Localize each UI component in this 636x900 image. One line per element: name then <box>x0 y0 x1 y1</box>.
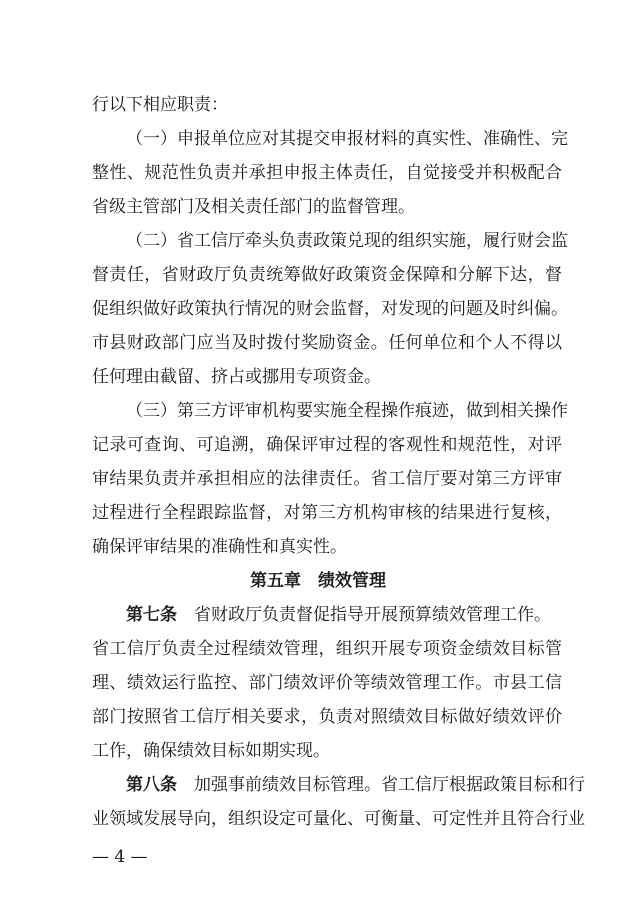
article-7-label: 第七条 <box>126 605 177 625</box>
paragraph-1-line-3: 省级主管部门及相关责任部门的监督管理。 <box>92 197 415 217</box>
chapter-5-heading: 第五章 绩效管理 <box>250 571 386 591</box>
paragraph-2-line-4: 市县财政部门应当及时拨付奖励资金。任何单位和个人不得以 <box>92 333 562 353</box>
article-7-line-1 <box>126 604 562 626</box>
article-7-line-1-text: 省财政厅负责督促指导开展预算绩效管理工作。 <box>177 605 551 625</box>
paragraph-1-line-2: 整性、规范性负责并承担申报主体责任，自觉接受并积极配合 <box>92 163 562 183</box>
paragraph-3-line-2: 记录可查询、可追溯，确保评审过程的客观性和规范性，对评 <box>92 435 562 455</box>
paragraph-2-line-1: （二）省工信厅牵头负责政策兑现的组织实施，履行财会监 <box>126 231 568 251</box>
paragraph-3-line-5: 确保评审结果的准确性和真实性。 <box>92 537 347 557</box>
paragraph-2-line-5: 任何理由截留、挤占或挪用专项资金。 <box>92 367 381 387</box>
paragraph-3-line-4: 过程进行全程跟踪监督，对第三方机构审核的结果进行复核， <box>92 503 562 523</box>
page-number: — 4 — <box>92 847 148 867</box>
article-8-line-1 <box>126 774 585 796</box>
article-8-line-1-text: 加强事前绩效目标管理。省工信厅根据政策目标和行 <box>177 775 585 795</box>
paragraph-1-line-1: （一）申报单位应对其提交申报材料的真实性、准确性、完 <box>126 129 568 149</box>
article-7-line-5: 工作，确保绩效目标如期实现。 <box>92 741 330 761</box>
article-7-line-2: 省工信厅负责全过程绩效管理，组织开展专项资金绩效目标管 <box>92 639 562 659</box>
text-line: 行以下相应职责： <box>92 95 228 115</box>
article-8-label: 第八条 <box>126 775 177 795</box>
paragraph-2-line-3: 促组织做好政策执行情况的财会监督，对发现的问题及时纠偏。 <box>92 299 568 319</box>
paragraph-3-line-1: （三）第三方评审机构要实施全程操作痕迹，做到相关操作 <box>126 401 568 421</box>
article-7-line-3: 理、绩效运行监控、部门绩效评价等绩效管理工作。市县工信 <box>92 673 562 693</box>
article-8-line-2: 业领域发展导向，组织设定可量化、可衡量、可定性并且符合行业 <box>92 809 585 829</box>
paragraph-2-line-2: 督责任，省财政厅负责统筹做好政策资金保障和分解下达，督 <box>92 265 562 285</box>
article-7-line-4: 部门按照省工信厅相关要求，负责对照绩效目标做好绩效评价 <box>92 707 562 727</box>
paragraph-3-line-3: 审结果负责并承担相应的法律责任。省工信厅要对第三方评审 <box>92 469 562 489</box>
